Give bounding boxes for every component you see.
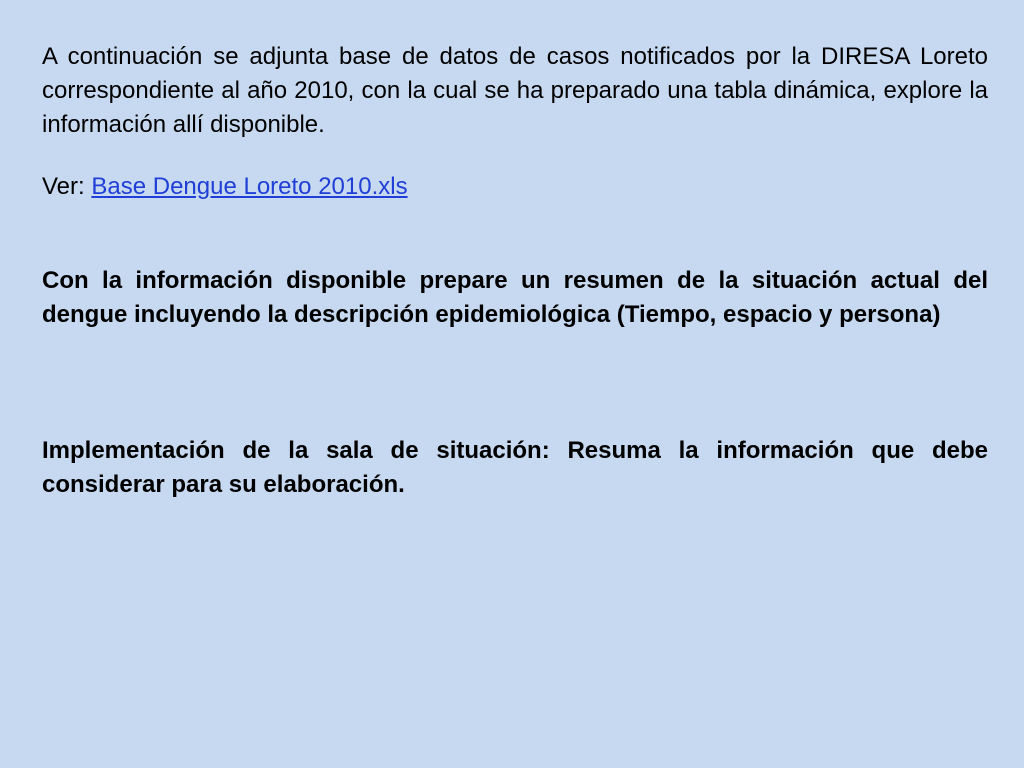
ver-label: Ver: <box>42 173 92 200</box>
task-sala-situacion: Implementación de la sala de situación: Resuma la información que debe considerar para su elaboración. <box>42 437 988 498</box>
dengue-file-link[interactable]: Base Dengue Loreto 2010.xls <box>91 173 408 200</box>
task-resumen-situacion: Con la información disponible prepare un resumen de la situación actual del dengue incluyendo la descripción epidemiológica (Tiempo, espacio y persona) <box>42 267 988 328</box>
ver-line <box>42 170 988 204</box>
intro-paragraph: A continuación se adjunta base de datos de casos notificados por la DIRESA Loreto correspondiente al año 2010, con la cual se ha preparado una tabla dinámica, explore la información allí disponible. <box>42 43 988 138</box>
